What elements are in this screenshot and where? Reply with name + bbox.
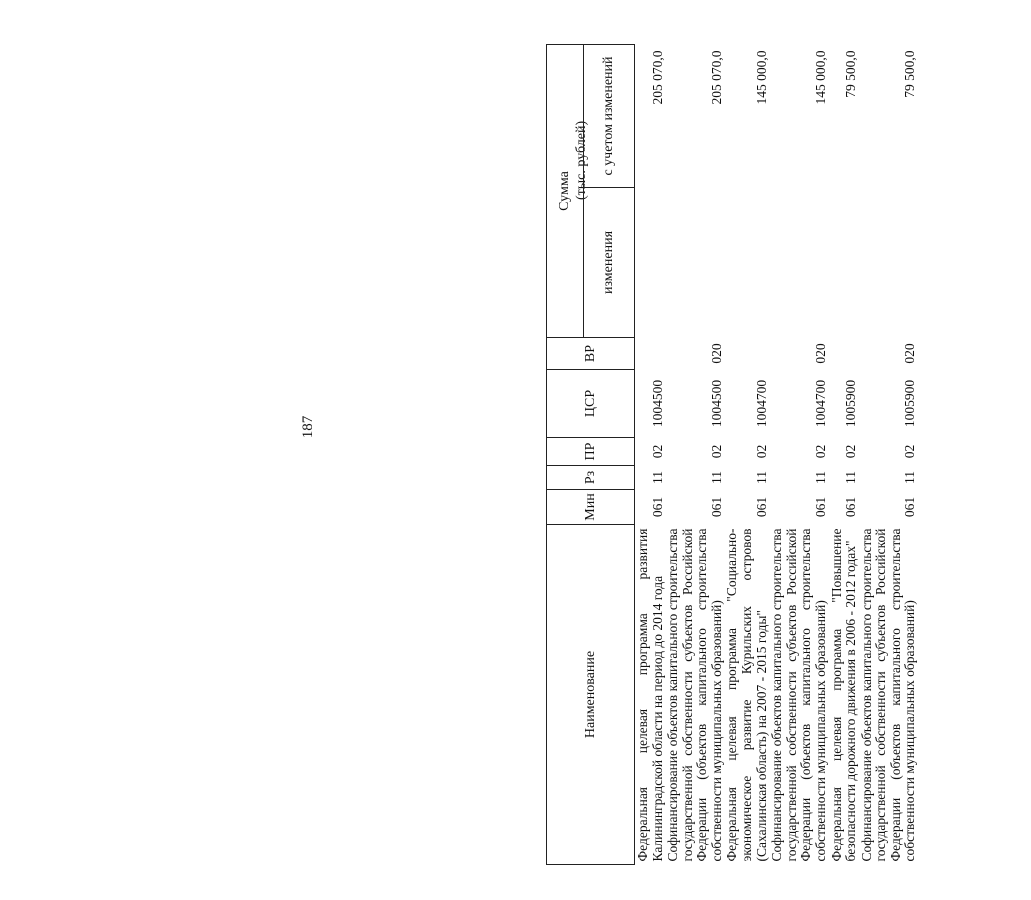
table-row [635,45,666,865]
row-min: 061 [753,496,769,518]
row-vr: 020 [902,343,918,364]
row-izmeneniya [769,188,828,338]
row-csr: 1004700 [753,379,769,428]
header-s-uchetom: с учетом изменений [584,45,635,188]
row-vr [724,338,769,370]
row-s-uchetom: 145 000,0 [812,50,828,105]
row-pr: 02 [649,444,665,459]
header-csr: ЦСР [547,370,635,438]
header-pr: ПР [547,438,635,466]
row-izmeneniya [829,188,859,338]
row-pr: 02 [708,444,724,459]
table-row [829,45,859,865]
row-name: Федеральная целевая программа "Повышение безопасности дорожного движения в 2006 - 2012 годах" [828,528,859,862]
header-vr: ВР [547,338,635,370]
row-pr: 02 [753,444,769,459]
row-rz: 11 [902,471,918,484]
table-row [859,45,918,865]
header-rz: Рз [547,466,635,490]
header-summa: Сумма [547,45,584,338]
budget-table-container [546,45,1031,865]
row-rz: 11 [753,471,769,484]
row-min: 061 [649,496,665,518]
row-min: 061 [843,496,859,518]
row-izmeneniya [724,188,769,338]
row-pr: 02 [812,444,828,459]
row-vr [635,338,666,370]
table-row [724,45,769,865]
row-s-uchetom: 205 070,0 [708,50,724,105]
row-min: 061 [902,496,918,518]
row-vr [829,338,859,370]
units-note: (тыс. рублей) [574,120,589,200]
header-min: Мин [547,490,635,525]
header-izmeneniya: изменения [584,188,635,338]
row-csr: 1004500 [708,379,724,428]
row-rz: 11 [649,471,665,484]
row-csr: 1005900 [843,379,859,428]
row-min: 061 [708,496,724,518]
row-s-uchetom: 145 000,0 [753,50,769,105]
page-number: 187 [300,415,316,439]
header-name: Наименование [547,525,635,865]
row-s-uchetom: 79 500,0 [843,50,859,98]
row-pr: 02 [843,444,859,459]
row-name: Софинансирование объектов капитального строительства государственной собственности субъектов Российской Федерации (объектов капитального строительства собственности муниципальных образований) [665,528,724,862]
row-izmeneniya [859,188,918,338]
row-csr: 1004500 [649,379,665,428]
row-csr: 1005900 [902,379,918,428]
table-row [665,45,724,865]
row-izmeneniya [635,188,666,338]
row-s-uchetom: 79 500,0 [902,50,918,98]
row-min: 061 [812,496,828,518]
row-rz: 11 [812,471,828,484]
row-pr: 02 [902,444,918,459]
budget-table [546,44,918,865]
row-izmeneniya [665,188,724,338]
row-vr: 020 [708,343,724,364]
table-body [635,45,918,865]
row-name: Софинансирование объектов капитального строительства государственной собственности субъектов Российской Федерации (объектов капитального строительства собственности муниципальных образований) [858,528,918,862]
row-rz: 11 [708,471,724,484]
row-name: Софинансирование объектов капитального строительства государственной собственности субъектов Российской Федерации (объектов капитального строительства собственности муниципальных образований) [769,528,828,862]
row-name: Федеральная целевая программа "Социально-экономическое развитие Курильских островов (Сахалинская область) на 2007 - 2015 годы" [724,528,769,862]
row-s-uchetom: 205 070,0 [649,50,665,105]
row-name: Федеральная целевая программа развития Калининградской области на период до 2014 года [635,528,665,862]
row-vr: 020 [812,343,828,364]
row-csr: 1004700 [812,379,828,428]
row-rz: 11 [843,471,859,484]
table-row [769,45,828,865]
